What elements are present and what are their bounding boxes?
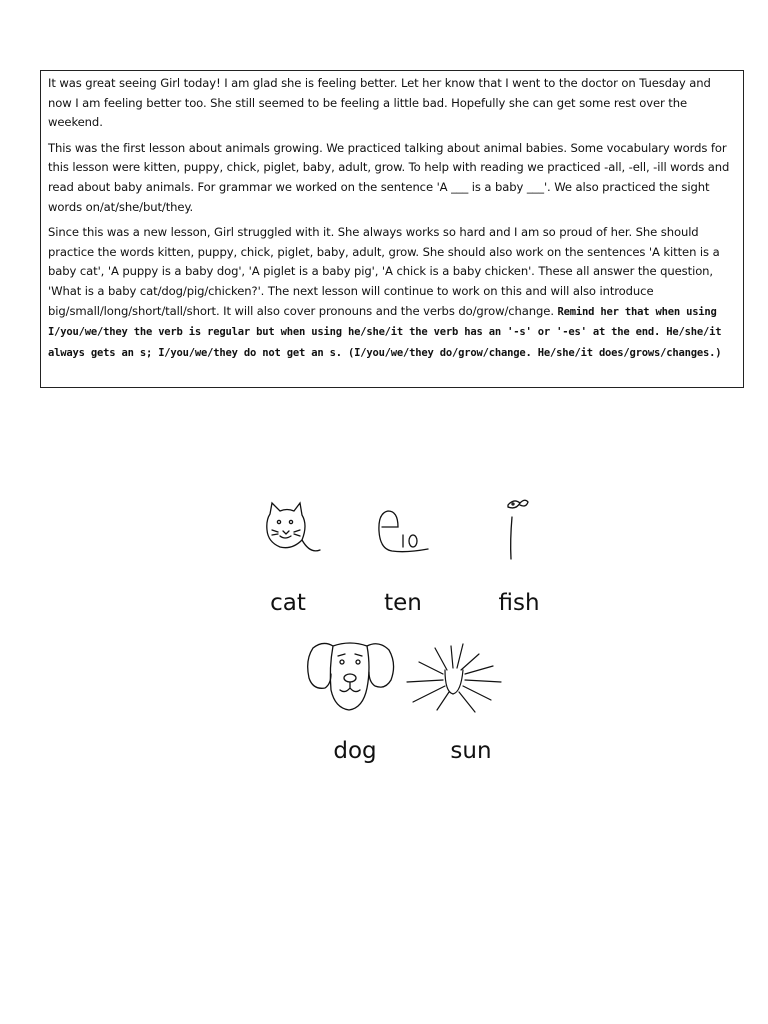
dog-drawing-icon [305, 638, 397, 714]
fish-label: fish [498, 590, 540, 616]
note-paragraph-3 [48, 223, 736, 363]
sun-drawing-icon [405, 640, 505, 716]
note-paragraph-1: It was great seeing Girl today! I am glad she is feeling better. Let her know that I went to the doctor on Tuesday and now I am feeling better too. She still seemed to be feeling a little bad. Hopefully she can get some rest over the weekend. [48, 76, 711, 130]
teacher-note-box [40, 70, 744, 388]
dog-label: dog [333, 738, 377, 764]
cat-drawing-icon [262, 500, 322, 562]
ten-label: ten [384, 590, 422, 616]
note-reminder-bold: Remind her that when using I/you/we/they the verb is regular but when using he/she/it the verb has an '-s' or '-es' at the end. He/she/it always gets an s; I/you/we/they do not get an s. (I/you/we/they do/grow/change. He/she/it does/grows/changes.) [48, 305, 722, 359]
ten-drawing-icon [376, 505, 436, 557]
fish-drawing-icon [500, 495, 534, 565]
cat-label: cat [270, 590, 306, 616]
note-paragraph-2: This was the first lesson about animals growing. We practiced talking about animal babies. Some vocabulary words for this lesson were kitten, puppy, chick, piglet, baby, adult, grow. To help with reading we practiced -all, -ell, -ill words and read about baby animals. For grammar we worked on the sentence 'A ___ is a baby ___'. We also practiced the sight words on/at/she/but/they. [48, 140, 730, 214]
note-paragraph-3-text: Since this was a new lesson, Girl struggled with it. She always works so hard and I am so proud of her. She should practice the words kitten, puppy, chick, piglet, baby, adult, grow. She should also work on the sentences 'A kitten is a baby cat', 'A puppy is a baby dog', 'A piglet is a baby pig', 'A chick is a baby chicken'. These all answer the question, 'What is a baby cat/dog/pig/chicken?'. The next lesson will continue to work on this and will also introduce big/small/long/short/tall/short. It will also cover pronouns and the verbs do/grow/change. [48, 225, 720, 318]
sun-label: sun [450, 738, 492, 764]
